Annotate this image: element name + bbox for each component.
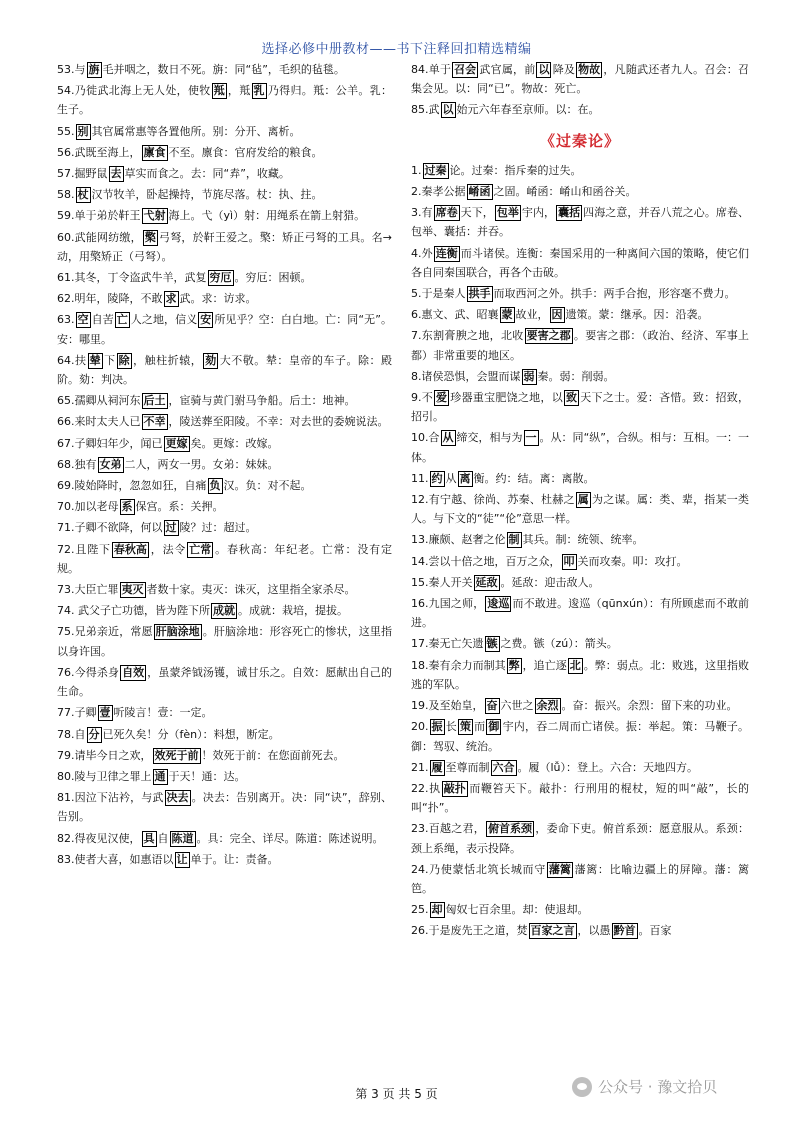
keyword-box: 亡常 xyxy=(189,542,212,556)
annotation-entry xyxy=(57,580,392,599)
entry-text: 60.武能网纺缴， xyxy=(57,230,142,244)
entry-text: 秦。弱：削弱。 xyxy=(537,369,615,383)
entry-text: 12.有宁越、徐尚、苏秦、杜赫之 xyxy=(411,493,575,507)
keyword-box: 陈道 xyxy=(171,831,194,845)
keyword-box: 女弟 xyxy=(99,457,122,471)
entry-text: 乃得归。羝：公羊。乳：生子。 xyxy=(57,84,393,117)
entry-text: 。弊：弱点。北：败逃，这里指败逃的军队。 xyxy=(411,658,750,691)
entry-text: 人之地，信义 xyxy=(130,313,198,327)
annotation-entry xyxy=(411,284,749,303)
keyword-box: 召会 xyxy=(454,63,477,76)
entry-text: 。要害之郡：（政治、经济、军事上都）非常重要的地区。 xyxy=(411,329,750,362)
entry-text: 78.自 xyxy=(57,727,86,741)
entry-text: 4.外 xyxy=(411,246,433,260)
entry-text: 武官属，前 xyxy=(479,63,536,76)
annotation-entry xyxy=(57,289,392,308)
keyword-box: 效死于前 xyxy=(154,748,199,762)
keyword-box: 却 xyxy=(431,903,443,917)
keyword-box: 北 xyxy=(569,658,581,672)
entry-text: 61.其冬，丁令盗武牛羊，武复 xyxy=(57,271,207,285)
annotation-entry xyxy=(57,601,392,620)
annotation-entry xyxy=(411,900,749,919)
entry-text: 76.今得杀身 xyxy=(57,665,120,679)
keyword-box: 百家之言 xyxy=(530,924,575,938)
entry-text: 不至。廪食：官府发给的粮食。 xyxy=(168,145,323,159)
keyword-box: 弱 xyxy=(523,369,535,383)
keyword-box: 一 xyxy=(525,431,537,445)
keyword-box: 壹 xyxy=(99,706,111,720)
entry-text: ，陵送葬至阳陵。不幸：对去世的委婉说法。 xyxy=(168,415,389,429)
annotation-entry xyxy=(411,860,749,898)
keyword-box: 连衡 xyxy=(435,246,458,260)
annotation-entry xyxy=(57,850,392,869)
keyword-box: 夷灭 xyxy=(121,583,144,597)
annotation-entry xyxy=(57,228,392,266)
annotation-entry xyxy=(57,476,392,495)
entry-text: 自 xyxy=(157,831,169,845)
entry-text: ，凡随武还者九人。召会：召集会见。以：同“已”。物故：死亡。 xyxy=(411,63,750,96)
entry-text: 16.九国之师， xyxy=(411,597,485,611)
keyword-box: 席卷 xyxy=(435,206,458,220)
entry-text: 匈奴七百余里。却：使退却。 xyxy=(445,903,589,917)
watermark-text: 公众号 · 豫文拾贝 xyxy=(598,1078,718,1096)
entry-text: 80.陵与卫律之罪上 xyxy=(57,769,152,783)
entry-text: 而 xyxy=(473,720,486,734)
keyword-box: 除 xyxy=(118,353,130,367)
entry-text: 11. xyxy=(411,471,429,485)
keyword-box: 策 xyxy=(459,720,471,734)
entry-text: 二人，两女一男。女弟：妹妹。 xyxy=(124,457,279,471)
keyword-box: 敲扑 xyxy=(443,781,466,795)
entry-text: 降及 xyxy=(552,63,576,76)
entry-text: 珍器重宝肥饶之地，以 xyxy=(450,391,563,405)
annotation-entry xyxy=(411,530,749,549)
entry-text: 单于。让：责备。 xyxy=(190,852,279,866)
keyword-box: 负 xyxy=(209,479,221,493)
annotation-entry xyxy=(57,60,392,79)
entry-text: 天下之士。爱：吝惜。致：招致，招引。 xyxy=(411,391,750,424)
entry-text: 。延敌：迎击敌人。 xyxy=(500,575,600,589)
entry-text: 长 xyxy=(445,720,457,734)
entry-text: ，羝 xyxy=(227,84,251,98)
entry-text: ，触柱折辕， xyxy=(132,353,203,367)
annotation-entry xyxy=(57,143,392,162)
annotation-entry xyxy=(57,81,392,119)
entry-text: 。春秋高：年纪老。亡常：没有定规。 xyxy=(57,542,393,575)
keyword-box: 余烈 xyxy=(536,699,559,713)
keyword-box: 弊 xyxy=(508,658,520,672)
entry-text: 5.于是秦人 xyxy=(411,287,466,301)
entry-text: 遗策。蒙：继承。因：沿袭。 xyxy=(565,308,709,322)
annotation-entry xyxy=(411,60,749,98)
entry-text: 77.子卿 xyxy=(57,706,97,720)
keyword-box: 自效 xyxy=(122,665,145,679)
keyword-box: 更嫁 xyxy=(165,436,188,450)
entry-text: ，委命下吏。俯首系颈：愿意服从。系颈：颈上系绳，表示投降。 xyxy=(411,822,750,855)
entry-text: 汉。负：对不起。 xyxy=(223,479,312,493)
entry-text: 15.秦人开关 xyxy=(411,575,473,589)
keyword-box: 羝 xyxy=(213,84,225,98)
entry-text: 宇内，吞二周而亡诸侯。振：举起。策：马鞭子。御：驾驭、统治。 xyxy=(411,720,750,753)
entry-text: 。穷厄：困顿。 xyxy=(234,271,312,285)
entry-text: 67.子卿妇年少，闻已 xyxy=(57,436,163,450)
annotation-entry xyxy=(57,434,392,453)
annotation-entry xyxy=(57,310,392,348)
entry-text: 71.子卿不欲降，何以 xyxy=(57,521,163,535)
annotation-entry xyxy=(57,663,392,701)
entry-text: ，宦骑与黄门驸马争船。后土：地神。 xyxy=(168,394,356,408)
keyword-box: 叩 xyxy=(563,554,575,568)
keyword-box: 别 xyxy=(77,124,89,138)
annotation-entry xyxy=(57,725,392,744)
keyword-box: 求 xyxy=(165,292,177,306)
entry-text: 宇内， xyxy=(521,206,556,220)
keyword-box: 履 xyxy=(431,760,443,774)
keyword-box: 劾 xyxy=(205,353,217,367)
annotation-entry xyxy=(57,622,392,660)
entry-text: 65.孺卿从祠河东 xyxy=(57,394,141,408)
keyword-box: 分 xyxy=(88,727,100,741)
keyword-box: 物故 xyxy=(578,63,601,76)
keyword-box: 因 xyxy=(551,308,563,322)
entry-text: 56.武既至海上， xyxy=(57,145,141,159)
keyword-box: 弋射 xyxy=(143,209,166,223)
annotation-entry xyxy=(411,717,749,755)
entry-text: 8.诸侯恐惧，会盟而谋 xyxy=(411,369,521,383)
entry-text: ！效死于前：在您面前死去。 xyxy=(201,748,345,762)
entry-text: 81.因泣下沾衿，与武 xyxy=(57,791,164,805)
annotation-entry xyxy=(411,758,749,777)
entry-text: 23.百越之君， xyxy=(411,822,486,836)
keyword-box: 后土 xyxy=(143,394,166,408)
entry-text: 83.使者大喜，如惠语以 xyxy=(57,852,174,866)
annotation-entry xyxy=(57,268,392,287)
entry-text: 故业， xyxy=(515,308,549,322)
entry-text: 68.独有 xyxy=(57,457,97,471)
entry-text: 下 xyxy=(103,353,116,367)
annotation-entry xyxy=(411,573,749,592)
entry-text: 其兵。制：统领、统率。 xyxy=(522,533,644,547)
entry-text: 25. xyxy=(411,903,429,917)
keyword-box: 爱 xyxy=(436,391,448,405)
keyword-box: 系 xyxy=(121,500,133,514)
entry-text: 弓弩，於靬王爱之。檠：矫正弓弩的工具。名→动，用檠矫正（弓弩）。 xyxy=(57,230,393,263)
annotation-entry xyxy=(57,746,392,765)
keyword-box: 过秦 xyxy=(424,163,447,177)
entry-text: ，追亡逐 xyxy=(522,658,567,672)
entry-text: 7.东割膏腴之地，北收 xyxy=(411,329,524,343)
entry-text: 始元六年春至京师。以：在。 xyxy=(456,103,600,117)
keyword-box: 穷厄 xyxy=(209,271,232,285)
annotation-entry xyxy=(411,161,749,180)
annotation-entry xyxy=(411,100,749,119)
entry-text: 85.武 xyxy=(411,103,440,117)
entry-text: 20. xyxy=(411,720,429,734)
keyword-box: 约 xyxy=(431,471,443,485)
page-footer: 第 3 页 共 5 页 xyxy=(355,1087,438,1101)
entry-text: 62.明年，陵降，不敢 xyxy=(57,292,163,306)
entry-text: 六世之 xyxy=(500,699,534,713)
annotation-entry xyxy=(57,185,392,204)
entry-text: 。从：同“纵”，合纵。相与：互相。一：一体。 xyxy=(411,431,750,464)
keyword-box: 延敌 xyxy=(475,575,498,589)
entry-text: 72.且陛下 xyxy=(57,542,111,556)
annotation-entry xyxy=(57,412,392,431)
entry-text: 55. xyxy=(57,124,75,138)
keyword-box: 黔首 xyxy=(613,924,636,938)
entry-text: 自苦 xyxy=(91,313,114,327)
entry-text: 之固。崤函：崤山和函谷关。 xyxy=(493,185,637,199)
annotation-entry xyxy=(57,540,392,578)
entry-text: 9.不 xyxy=(411,391,434,405)
entry-text: 汉节牧羊，卧起操持，节旄尽落。杖：执、拄。 xyxy=(91,188,323,202)
entry-text: 缔交，相与为 xyxy=(456,431,523,445)
entry-text: ，以愚 xyxy=(577,924,611,938)
keyword-box: 让 xyxy=(176,852,188,866)
entry-text: 。成就：栽培，提拔。 xyxy=(238,604,348,618)
entry-text: 74. 武父子亡功德，皆为陛下所 xyxy=(57,604,210,618)
entry-text: 而取西河之外。拱手：两手合抱，形容毫不费力。 xyxy=(493,287,736,301)
annotation-entry xyxy=(411,428,749,466)
annotation-entry xyxy=(57,391,392,410)
entry-text: 26.于是废先王之道，焚 xyxy=(411,924,528,938)
entry-text: 天下， xyxy=(460,206,494,220)
entry-text: 毛并咽之，数日不死。旃：同“毡”，毛织的毡毯。 xyxy=(102,63,345,76)
entry-text: 75.兄弟亲近，常愿 xyxy=(57,625,153,639)
annotation-entry xyxy=(57,829,392,848)
keyword-box: 廪食 xyxy=(143,145,166,159)
entry-text: 其官属常惠等各置他所。别：分开、离析。 xyxy=(91,124,301,138)
keyword-box: 通 xyxy=(154,769,166,783)
entry-text: ，法令 xyxy=(149,542,187,556)
annotation-entry xyxy=(411,203,749,241)
entry-text: 69.陵始降时，忽忽如狂，自痛 xyxy=(57,479,207,493)
keyword-box: 逡巡 xyxy=(487,597,510,611)
entry-text: 10.合 xyxy=(411,431,440,445)
keyword-box: 崤函 xyxy=(468,185,491,199)
entry-text: 所见乎？空：白白地。亡：同“无”。安：哪里。 xyxy=(57,313,392,346)
entry-text: 听陵言！壹：一定。 xyxy=(113,706,213,720)
annotation-entry xyxy=(411,182,749,201)
annotation-entry xyxy=(57,518,392,537)
entry-text: 6.惠文、武、昭襄 xyxy=(411,308,499,322)
entry-text: 而不敢进。逡巡（qūnxún）：有所顾虑而不敢前进。 xyxy=(411,597,749,630)
annotation-entry xyxy=(57,164,392,183)
keyword-box: 肝脑涂地 xyxy=(155,625,200,639)
keyword-box: 奋 xyxy=(486,699,498,713)
annotation-entry xyxy=(57,206,392,225)
entry-text: 海上。弋（yì）射：用绳系在箭上射猎。 xyxy=(168,209,366,223)
entry-text: 63. xyxy=(57,313,75,327)
section-title: 《过秦论》 xyxy=(539,131,620,150)
annotation-entry xyxy=(57,122,392,141)
keyword-box: 镞 xyxy=(486,637,498,651)
keyword-box: 杖 xyxy=(77,188,89,202)
entry-text: 57.掘野鼠 xyxy=(57,167,108,181)
annotation-entry xyxy=(411,367,749,386)
keyword-box: 成就 xyxy=(213,604,235,618)
entry-text: 衡。约：结。离：离散。 xyxy=(473,471,595,485)
entry-text: 79.请毕今日之欢， xyxy=(57,748,152,762)
entry-text: 70.加以老母 xyxy=(57,500,119,514)
entry-text: 。决去：告别离开。决：同“诀”，辞别、告别。 xyxy=(57,791,392,824)
entry-text: 22.执 xyxy=(411,781,441,795)
entry-text: 。具：完全、详尽。陈道：陈述说明。 xyxy=(196,831,384,845)
entry-text: 。奋：振兴。余烈：留下来的功业。 xyxy=(561,699,738,713)
entry-text: 14.尝以十倍之地，百万之众， xyxy=(411,554,561,568)
page-header: 选择必修中册教材——书下注释回扣精选精编 xyxy=(261,42,532,57)
entry-text: 21. xyxy=(411,760,429,774)
entry-text: 草实而食之。去：同“弆”，收藏。 xyxy=(124,167,290,181)
keyword-box: 藩篱 xyxy=(548,862,571,876)
keyword-box: 过 xyxy=(165,521,177,535)
keyword-box: 檠 xyxy=(144,230,156,244)
right-column xyxy=(411,60,749,943)
entry-text: 73.大臣亡罪 xyxy=(57,583,119,597)
entry-text: 矣。更嫁：改嫁。 xyxy=(190,436,279,450)
annotation-entry xyxy=(57,351,392,389)
annotation-entry xyxy=(411,594,749,632)
keyword-box: 空 xyxy=(77,313,89,327)
keyword-box: 拱手 xyxy=(468,287,491,301)
entry-text: 藩篱：比喻边疆上的屏障。藩：篱笆。 xyxy=(411,862,750,895)
keyword-box: 以 xyxy=(538,63,550,76)
entry-text: 武。求：访求。 xyxy=(179,292,257,306)
keyword-box: 亡 xyxy=(116,313,128,327)
annotation-entry xyxy=(411,244,749,282)
keyword-box: 春秋高 xyxy=(113,542,147,556)
annotation-entry xyxy=(411,634,749,653)
keyword-box: 去 xyxy=(110,167,122,181)
entry-text: 而鞭笞天下。敲扑：行刑用的棍杖，短的叫“敲”，长的叫“扑”。 xyxy=(411,781,749,815)
annotation-entry xyxy=(411,779,749,817)
annotation-entry xyxy=(57,788,392,826)
keyword-box: 属 xyxy=(577,493,589,507)
annotation-entry xyxy=(57,767,392,786)
keyword-box: 从 xyxy=(442,431,454,445)
keyword-box: 辇 xyxy=(89,353,101,367)
annotation-entry xyxy=(411,305,749,324)
entry-text: 59.单于弟於靬王 xyxy=(57,209,141,223)
keyword-box: 振 xyxy=(431,720,443,734)
entry-text: 1. xyxy=(411,163,422,177)
entry-text: 四海之意，并吞八荒之心。席卷、包举、囊括：并吞。 xyxy=(411,206,750,239)
entry-text: 于天！通：达。 xyxy=(168,769,246,783)
entry-text: 而斗诸侯。连衡：秦国采用的一种离间六国的策略，使它们各自同秦国联合，再各个击破。 xyxy=(411,246,750,279)
entry-text: 82.得夜见汉使， xyxy=(57,831,141,845)
keyword-box: 乳 xyxy=(253,84,265,98)
keyword-box: 决去 xyxy=(166,791,189,805)
entry-text: 17.秦无亡矢遗 xyxy=(411,637,484,651)
entry-text: 54.乃徙武北海上无人处，使牧 xyxy=(57,84,211,98)
keyword-box: 制 xyxy=(508,533,520,547)
keyword-box: 旃 xyxy=(88,63,100,76)
entry-text: 从 xyxy=(445,471,457,485)
entry-text: 者数十家。夷灭：诛灭，这里指全家杀尽。 xyxy=(146,583,356,597)
annotation-entry xyxy=(411,326,749,364)
annotation-entry xyxy=(57,455,392,474)
entry-text: 19.及至始皇， xyxy=(411,699,484,713)
entry-text: 。百家 xyxy=(638,924,672,938)
entry-text: 。履（lǚ）：登上。六合：天地四方。 xyxy=(517,760,699,774)
entry-text: 论。过秦：指斥秦的过失。 xyxy=(449,163,582,177)
entry-text: 为之谋。属：类、辈，指某一类人。与下文的“徒”“伦”意思一样。 xyxy=(411,493,749,526)
entry-text: 陵？过：超过。 xyxy=(179,521,257,535)
wechat-icon xyxy=(572,1077,592,1097)
annotation-entry xyxy=(411,819,749,857)
entry-text: 64.扶 xyxy=(57,353,87,367)
entry-text: 3.有 xyxy=(411,206,433,220)
annotation-entry xyxy=(57,497,392,516)
annotation-entry xyxy=(411,552,749,571)
entry-text: 关而攻秦。叩：攻打。 xyxy=(577,554,688,568)
annotation-entry xyxy=(411,490,749,528)
entry-text: 大不敬。辇：皇帝的车子。除：殿阶。劾：判决。 xyxy=(57,353,393,387)
keyword-box: 蒙 xyxy=(501,308,513,322)
entry-text: 53.与 xyxy=(57,63,86,76)
keyword-box: 以 xyxy=(442,103,454,117)
entry-text: 。肝脑涂地：形容死亡的惨状，这里指以身许国。 xyxy=(57,625,393,658)
keyword-box: 俯首系颈 xyxy=(488,822,533,836)
entry-text: 保宫。系：关押。 xyxy=(135,500,224,514)
annotation-entry xyxy=(411,388,749,426)
left-column xyxy=(57,60,392,871)
keyword-box: 具 xyxy=(143,831,155,845)
entry-text: 84.单于 xyxy=(411,63,452,76)
annotation-entry xyxy=(411,921,749,940)
entry-text: 18.秦有余力而制其 xyxy=(411,658,506,672)
watermark xyxy=(572,1076,717,1097)
keyword-box: 囊括 xyxy=(558,206,581,220)
entry-text: 66.来时太夫人已 xyxy=(57,415,141,429)
annotation-entry xyxy=(411,656,749,694)
keyword-box: 不幸 xyxy=(143,415,166,429)
annotation-entry xyxy=(411,696,749,715)
keyword-box: 致 xyxy=(565,391,577,405)
entry-text: 13.廉颇、赵奢之伦 xyxy=(411,533,506,547)
annotation-entry xyxy=(57,703,392,722)
keyword-box: 六合 xyxy=(492,760,515,774)
entry-text: 24.乃使蒙恬北筑长城而守 xyxy=(411,862,546,876)
entry-text: 已死久矣！分（fèn）：料想，断定。 xyxy=(102,727,280,741)
keyword-box: 离 xyxy=(459,471,471,485)
keyword-box: 要害之郡 xyxy=(526,329,571,343)
entry-text: 2.秦孝公据 xyxy=(411,185,466,199)
entry-text: 至尊而制 xyxy=(445,760,490,774)
keyword-box: 安 xyxy=(200,313,212,327)
keyword-box: 御 xyxy=(488,720,500,734)
annotation-entry xyxy=(411,469,749,488)
entry-text: 之费。镞（zú）：箭头。 xyxy=(500,637,618,651)
entry-text: ，虽蒙斧钺汤镬，诚甘乐之。自效：愿献出自己的生命。 xyxy=(57,665,393,699)
keyword-box: 包举 xyxy=(496,206,519,220)
entry-text: 58. xyxy=(57,188,75,202)
